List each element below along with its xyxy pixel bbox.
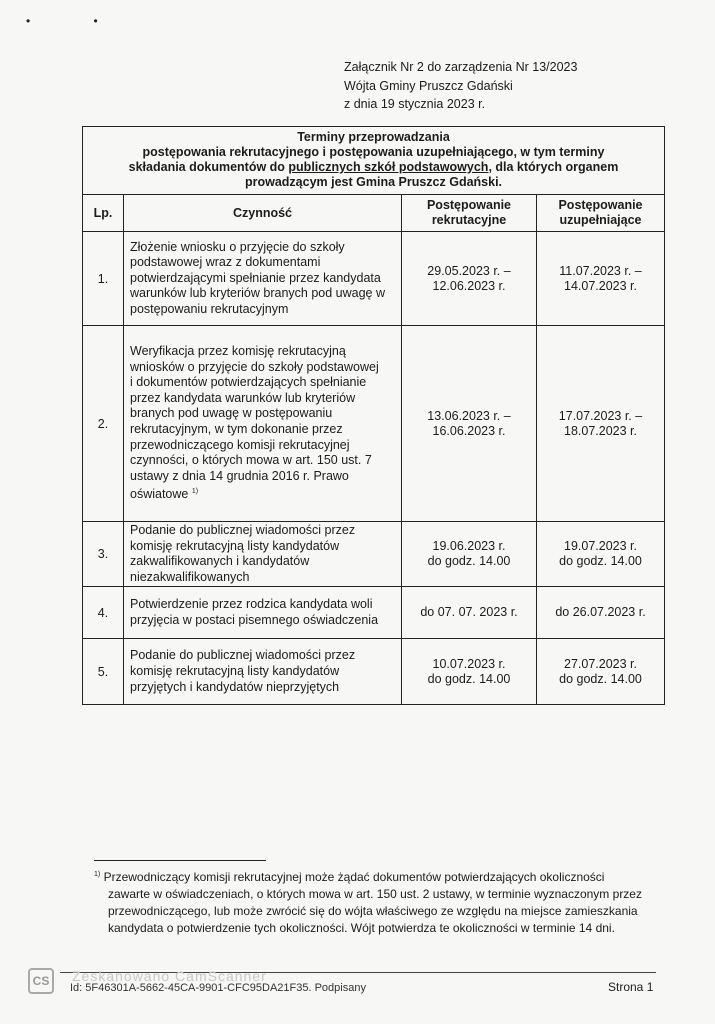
col-lp: Lp. (83, 195, 124, 232)
table-title: Terminy przeprowadzania postępowania rekrutacyjnego i postępowania uzupełniającego, w tym terminy składania dokumentów do publicznych szkół podstawowych, dla których organem prowadzącym jest Gmina Pruszcz Gdański. (83, 127, 665, 195)
col-supplementary: Postępowanie uzupełniające (537, 195, 665, 232)
header-line-3: z dnia 19 stycznia 2023 r. (344, 97, 486, 111)
table-header-row (83, 195, 665, 232)
col-action: Czynność (124, 195, 402, 232)
document-header (344, 58, 577, 114)
schedule-table (82, 126, 665, 705)
header-line-2: Wójta Gminy Pruszcz Gdański (344, 78, 513, 93)
footnote: $^{1)}$ Przewodniczący komisji rekrutacyjnej może żądać dokumentów potwierdzających okoliczności zawarte w oświadczeniach, o których mowa w art. 150 ust. 2 ustawy, w terminie wyznaczonym przez przewodniczącego, lub może zwrócić się do wójta właściwego ze względu na miejsce zamieszkania kandydata o potwierdzenie tych okoliczności. Wójt potwierdza te okoliczności w terminie 14 dni. (94, 870, 642, 935)
document-id: Id: 5F46301A-5662-45CA-9901-CFC95DA21F35. Podpisany (70, 982, 366, 994)
header-line-1: Załącznik Nr 2 do zarządzenia Nr 13/2023 (344, 60, 578, 74)
page-number: Strona 1 (608, 980, 654, 994)
table-row: 2. Weryfikacja przez komisję rekrutacyjną wniosków o przyjęcie do szkoły podstawowej i dokumentów potwierdzających spełnianie przez kandydata warunków lub kryteriów branych pod uwagę w postępowaniu rekrutacyjnym, w tym dokonanie przez przewodniczącego komisji rekrutacyjnej czynności, o których mowa w art. 150 ust. 7 ustawy z dnia 14 grudnia 2016 r. Prawo oświatowe $^{1)}$ 13.06.2023 r. – 16.06.2023 r. 17.07.2023 r. – 18.07.2023 r. (83, 326, 665, 522)
footnote-separator (94, 860, 266, 861)
table-row: 3. Podanie do publicznej wiadomości przez komisję rekrutacyjną listy kandydatów zakwalifikowanych i kandydatów niezakwalifikowanych 19.06.2023 r. do godz. 14.00 19.07.2023 r. do godz. 14.00 (83, 522, 665, 587)
table-row: 5. Podanie do publicznej wiadomości przez komisję rekrutacyjną listy kandydatów przyjętych i kandydatów nieprzyjętych 10.07.2023 r. do godz. 14.00 27.07.2023 r. do godz. 14.00 (83, 639, 665, 705)
table-row: 4. Potwierdzenie przez rodzica kandydata woli przyjęcia w postaci pisemnego oświadczenia do 07. 07. 2023 r. do 26.07.2023 r. (83, 587, 665, 639)
table-row: 1. Złożenie wniosku o przyjęcie do szkoły podstawowej wraz z dokumentami potwierdzającymi spełnianie przez kandydata warunków lub kryteriów branych pod uwagę w postępowaniu rekrutacyjnym 29.05.2023 r. – 12.06.2023 r. 11.07.2023 r. – 14.07.2023 r. (83, 232, 665, 326)
scanner-watermark: Zeskanowano CamScanner (72, 968, 267, 984)
scan-dots: • • (26, 14, 128, 28)
camscanner-logo: CS (28, 968, 54, 994)
col-recruitment: Postępowanie rekrutacyjne (402, 195, 537, 232)
